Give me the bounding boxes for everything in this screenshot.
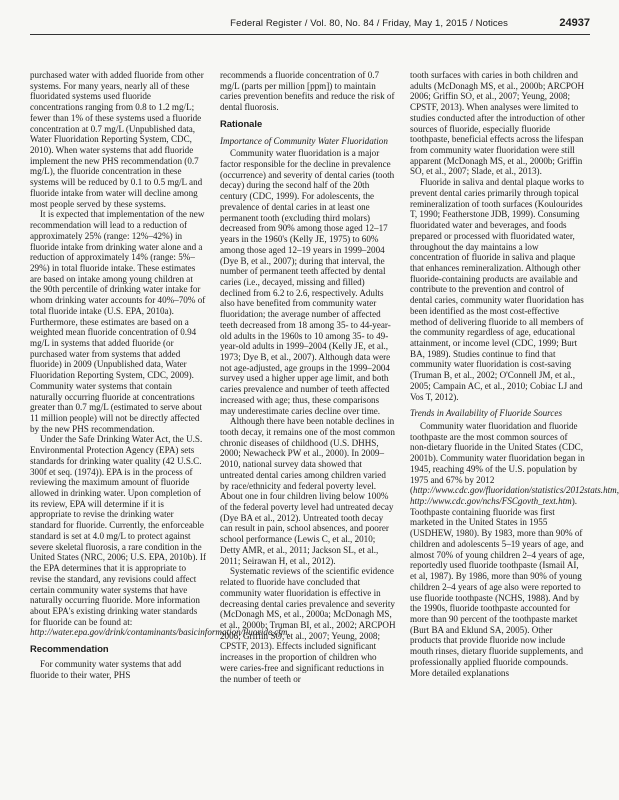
paragraph-text: ). Toothpaste containing fluoride was first marketed in the United States in 1955 (USDHEW, 1980). By 1983, more than 90% of children and adolescents 5–19 years of age, and almost 70% of young children 2–4 years of age, reportedly used fluoride toothpaste (Ismail AI, et al, 1987). By 1986, more than 90% of young children 2–4 years of age also were reported to use fluoride toothpaste (NCHS, 1988). And by the 1990s, fluoride toothpaste accounted for more than 90 percent of the toothpaste market (Burt BA and Eklund SA, 2005). Other products that provide fluoride now include mouth rinses, dietary fluoride supplements, and professionally applied fluoride compounds. More detailed explanations (410, 496, 585, 678)
paragraph (30, 434, 290, 638)
header-title: Federal Register / Vol. 80, No. 84 / Friday, May 1, 2015 / Notices (230, 18, 508, 29)
paragraph: Community water fluoridation is a major factor responsible for the decline in prevalence (occurrence) and severity of dental caries (tooth decay) during the second half of the 20th century (CDC, 1999). For adolescents, the prevalence of dental caries in at least one permanent tooth (excluding third molars) decreased from 90% among those aged 12–17 years in the 1960's (Kelly JE, 1975) to 60% among those aged 12–19 years in 1999–2004 (Dye B, et al., 2007); during that interval, the number of permanent teeth affected by dental caries (i.e., decayed, missing and filled) declined from 6.2 to 2.6, respectively. Adults also have benefited from community water fluoridation; the average number of affected teeth decreased from 18 among 35- to 44-year-old adults in the 1960s to 10 among 35- to 49-year-old adults in 1999–2004 (Kelly JE, et al., 1973; Dye B, et al., 2007). Although data were not age-adjusted, age groups in the 1999–2004 survey used a higher upper age limit, and both caries prevalence and number of teeth affected increased with age; thus, these comparisons may underestimate caries decline over time. (220, 148, 395, 416)
subheading-importance: Importance of Community Water Fluoridation (220, 135, 388, 146)
cdc-links[interactable]: http://www.cdc.gov/fluoridation/statistics/2012stats.htm, http://www.cdc.gov/nchs/FSCgovth_text.htm (410, 485, 619, 507)
epa-link[interactable]: http://water.epa.gov/drink/contaminants/basicinformation/fluoride.cfm. (30, 627, 290, 638)
paragraph: Fluoride in saliva and dental plaque works to prevent dental caries primarily through topical remineralization of tooth surfaces (Koulourides T, 1990; Featherstone JDB, 1999). Consuming fluoridated water and beverages, and foods prepared or processed with fluoridated water, throughout the day maintains a low concentration of fluoride in saliva and plaque that enhances remineralization. Although other fluoride-containing products are available and contribute to the prevention and control of dental caries, community water fluoridation has been identified as the most cost-effective method of delivering fluoride to all members of the community regardless of age, educational attainment, or income level (CDC, 1999; Burt BA, 1989). Studies continue to find that community water fluoridation is cost-saving (Truman B, et al., 2002; O'Connell JM, et al., 2005; Campain AC, et al., 2010; Cobiac LJ and Vos T, 2012). (410, 177, 584, 402)
section-heading-recommendation: Recommendation (30, 643, 109, 655)
paragraph-text: Under the Safe Drinking Water Act, the U.S. Environmental Protection Agency (EPA) sets standards for drinking water quality (42 U.S.C. 300f et seq. (1974)). EPA is in the process of reviewing the maximum amount of fluoride allowed in drinking water. Upon completion of its review, EPA will determine if it is appropriate to revise the drinking water standard for fluoride. Currently, the enforceable standard is set at 4.0 mg/L to protect against severe skeletal fluorosis, a rare condition in the United States (NRC, 2006; U.S. EPA, 2010b). If the EPA determines that it is appropriate to revise the standard, any revisions could affect certain community water systems that have naturally occurring fluoride. More information about EPA's existing drinking water standards for fluoride can be found at: (30, 434, 206, 627)
subheading-trends: Trends in Availability of Fluoride Sources (410, 408, 562, 419)
paragraph: tooth surfaces with caries in both children and adults (McDonagh MS, et al., 2000b; ARCPOH 2006; Griffin SO, et al., 2007; Yeung, 2008; CPSTF, 2013). When analyses were limited to studies conducted after the introduction of other sources of fluoride, especially fluoride toothpaste, beneficial effects across the lifespan from community water fluoridation were still apparent (McDonagh MS, et al., 2000b; Griffin SO, et al., 2007; Slade, et al., 2013). (410, 70, 585, 177)
paragraph (410, 421, 619, 678)
paragraph: Systematic reviews of the scientific evidence related to fluoride have concluded that community water fluoridation is effective in decreasing dental caries prevalence and severity (McDonagh MS, et al., 2000a; McDonagh MS, et al., 2000b; Truman BI, et al., 2002; ARCPOH 2006; Griffin SO, et al., 2007; Yeung, 2008; CPSTF, 2013). Effects included significant increases in the proportion of children who were caries-free and significant reductions in the number of teeth or (220, 566, 396, 684)
running-header (30, 16, 590, 35)
paragraph: For community water systems that add fluoride to their water, PHS (30, 658, 182, 680)
paragraph: recommends a fluoride concentration of 0.7 mg/L (parts per million [ppm]) to maintain caries prevention benefits and reduce the risk of dental fluorosis. (220, 70, 395, 113)
page-number: 24937 (559, 17, 590, 29)
column-3 (410, 70, 619, 794)
text-columns (30, 70, 619, 794)
paragraph-text: Community water fluoridation and fluoride toothpaste are the most common sources of non-dietary fluoride in the United States (CDC, 2001b). Community water fluoridation began in 1945, reaching 49% of the U.S. population by 1975 and 67% by 2012 ( (410, 421, 585, 496)
section-heading-rationale: Rationale (220, 117, 263, 129)
paragraph: purchased water with added fluoride from other systems. For many years, nearly all of these fluoridated systems used fluoride concentrations ranging from 0.8 to 1.2 mg/L; fewer than 1% of these systems used a fluoride concentration at 0.7 mg/L (Unpublished data, Water Fluoridation Reporting System, CDC, 2010). When water systems that add fluoride implement the new PHS recommendation (0.7 mg/L), the fluoride concentration in these systems will be reduced by 0.1 to 0.5 mg/L and fluoride intake from water will decline among most people served by these systems. (30, 70, 204, 209)
paragraph: It is expected that implementation of the new recommendation will lead to a reduction of approximately 25% (range: 12%–42%) in fluoride intake from drinking water alone and a reduction of approximately 14% (range: 5%–29%) in total fluoride intake. These estimates are based on intake among young children at the 90th percentile of drinking water intake for whom drinking water accounts for 40%–70% of total fluoride intake (U.S. EPA, 2010a). Furthermore, these estimates are based on a weighted mean fluoride concentration of 0.94 mg/L in systems that added fluoride (or purchased water from systems that added fluoride) in 2009 (Unpublished data, Water Fluoridation Reporting System, CDC, 2009). Community water systems that contain naturally occurring fluoride at concentrations greater than 0.7 mg/L (estimated to serve about 11 million people) will not be directly affected by the new PHS recommendation. (30, 209, 206, 434)
paragraph: Although there have been notable declines in tooth decay, it remains one of the most common chronic diseases of childhood (U.S. DHHS, 2000; Newacheck PW et al., 2000). In 2009–2010, national survey data showed that untreated dental caries among children varied by race/ethnicity and federal poverty level. About one in four children living below 100% of the federal poverty level had untreated decay (Dye BA et al., 2012). Untreated tooth decay can result in pain, school absences, and poorer school performance (Lewis C, et al., 2010; Detty AMR, et al., 2011; Jackson SL, et al., 2011; Seirawan H, et al., 2012). (220, 416, 395, 566)
column-2 (220, 70, 396, 794)
